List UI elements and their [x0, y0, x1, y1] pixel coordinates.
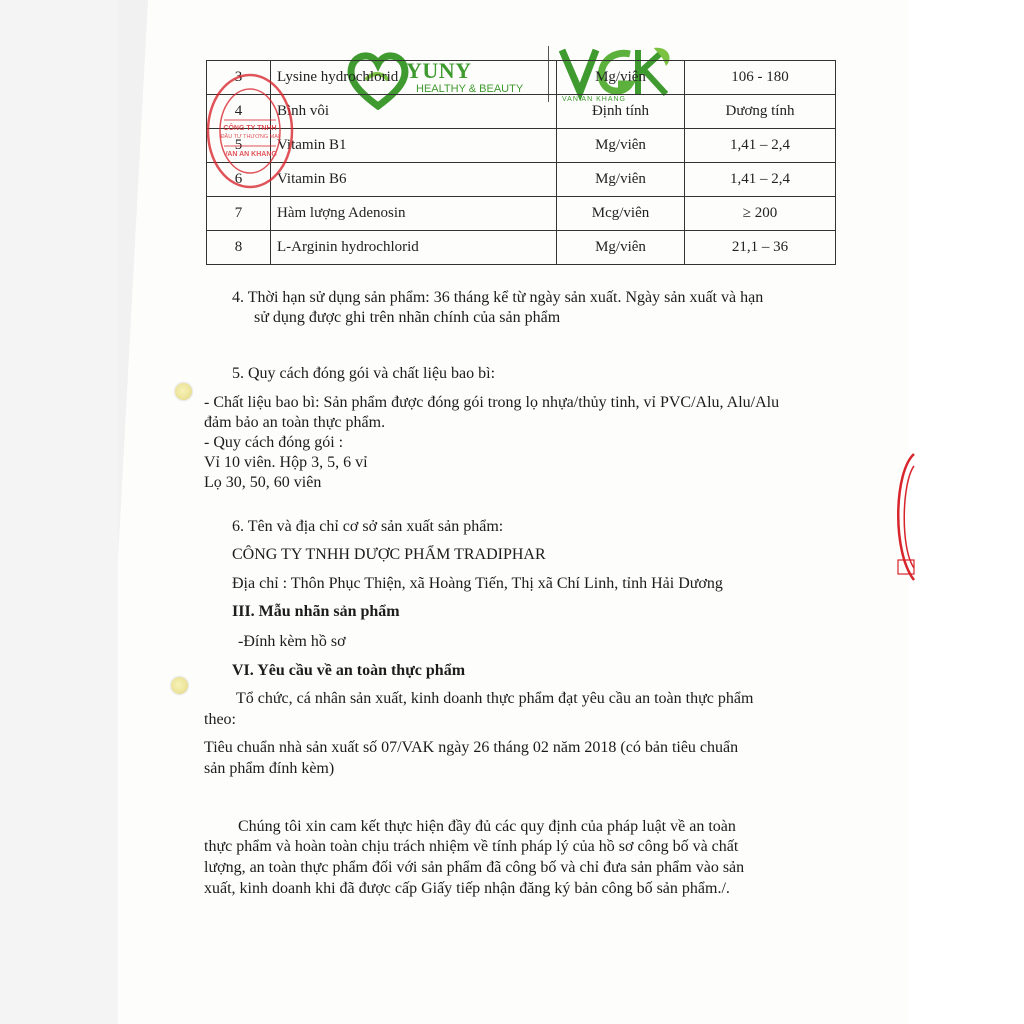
punch-hole-bottom	[171, 677, 188, 694]
limit-value-cell: 1,41 – 2,4	[685, 129, 836, 163]
row-number-cell: 5	[207, 129, 271, 163]
commitment-line-2: thực phẩm và hoàn toàn chịu trách nhiệm về tính pháp lý của hồ sơ công bố và chất	[204, 838, 739, 855]
section-4-line-1: 4. Thời hạn sử dụng sản phẩm: 36 tháng kể từ ngày sản xuất. Ngày sản xuất và hạn	[232, 289, 764, 306]
limit-value-cell: 106 - 180	[685, 61, 836, 95]
criterion-name-cell: L-Arginin hydrochlorid	[271, 231, 557, 265]
manufacturer-address: Địa chỉ : Thôn Phục Thiện, xã Hoàng Tiến, Thị xã Chí Linh, tỉnh Hải Dương	[232, 575, 723, 592]
section-vi-title: VI. Yêu cầu về an toàn thực phẩm	[232, 662, 466, 679]
criterion-name-cell: Bình vôi	[271, 95, 557, 129]
packing-spec-line-1: Vỉ 10 viên. Hộp 3, 5, 6 vỉ	[204, 454, 368, 471]
manufacturer-name: CÔNG TY TNHH DƯỢC PHẨM TRADIPHAR	[232, 546, 546, 563]
unit-cell: Mg/viên	[557, 163, 685, 197]
row-number-cell: 8	[207, 231, 271, 265]
punch-hole-top	[175, 383, 192, 400]
packaging-material-line-1: - Chất liệu bao bì: Sản phẩm được đóng gói trong lọ nhựa/thủy tinh, vỉ PVC/Alu, Alu/Alu	[204, 394, 780, 411]
section-iii-body: -Đính kèm hồ sơ	[238, 633, 346, 650]
commitment-line-3: lượng, an toàn thực phẩm đối với sản phẩm đã công bố và chỉ đưa sản phẩm vào sản	[204, 859, 745, 876]
table-row	[207, 61, 836, 95]
section-vi-line-1: Tổ chức, cá nhân sản xuất, kinh doanh thực phẩm đạt yêu cầu an toàn thực phẩm	[236, 690, 754, 707]
table-row	[207, 163, 836, 197]
limit-value-cell: Dương tính	[685, 95, 836, 129]
limit-value-cell: 21,1 – 36	[685, 231, 836, 265]
unit-cell: Định tính	[557, 95, 685, 129]
svg-text:VAN AN KHANG: VAN AN KHANG	[223, 151, 277, 158]
standard-reference-line-2: sản phẩm đính kèm)	[204, 760, 335, 777]
limit-value-cell: 1,41 – 2,4	[685, 163, 836, 197]
table-row	[207, 95, 836, 129]
section-vi-line-2: theo:	[204, 711, 236, 728]
table-row	[207, 231, 836, 265]
packing-spec-line-2: Lọ 30, 50, 60 viên	[204, 474, 322, 491]
unit-cell: Mg/viên	[557, 61, 685, 95]
unit-cell: Mg/viên	[557, 231, 685, 265]
criterion-name-cell: Hàm lượng Adenosin	[271, 197, 557, 231]
section-5-title: 5. Quy cách đóng gói và chất liệu bao bì:	[232, 365, 496, 382]
spec-table	[206, 60, 836, 265]
criterion-name-cell: Lysine hydrochlorid	[271, 61, 557, 95]
row-number-cell: 6	[207, 163, 271, 197]
paper-fold-shadow	[118, 0, 148, 560]
yuny-tagline: HEALTHY & BEAUTY	[416, 83, 524, 95]
commitment-line-4: xuất, kinh doanh khi đã được cấp Giấy tiếp nhận đăng ký bản công bố sản phẩm./.	[204, 880, 730, 897]
scan-margin-right	[908, 0, 1024, 1024]
svg-text:CÔNG TY TNHH: CÔNG TY TNHH	[223, 125, 277, 132]
unit-cell: Mg/viên	[557, 129, 685, 163]
standard-reference-line-1: Tiêu chuẩn nhà sản xuất số 07/VAK ngày 26 tháng 02 năm 2018 (có bản tiêu chuẩn	[204, 739, 739, 756]
criterion-name-cell: Vitamin B1	[271, 129, 557, 163]
yuny-brand-text: YUNY	[406, 58, 472, 83]
section-iii-title: III. Mẫu nhãn sản phẩm	[232, 603, 400, 620]
section-6-title: 6. Tên và địa chỉ cơ sở sản xuất sản phẩm:	[232, 518, 504, 535]
svg-text:ĐẦU TƯ THƯƠNG MẠI: ĐẦU TƯ THƯƠNG MẠI	[220, 134, 280, 140]
packaging-material-line-2: đảm bảo an toàn thực phẩm.	[204, 414, 386, 431]
vak-logo-text: VAN AN KHANG	[562, 96, 626, 103]
section-4-line-2: sử dụng được ghi trên nhãn chính của sản phẩm	[254, 309, 561, 326]
partial-stamp-right	[890, 452, 916, 582]
row-number-cell: 7	[207, 197, 271, 231]
row-number-cell: 4	[207, 95, 271, 129]
company-stamp	[204, 70, 296, 192]
commitment-line-1: Chúng tôi xin cam kết thực hiện đầy đủ các quy định của pháp luật về an toàn	[238, 818, 736, 835]
scan-margin-left	[0, 0, 118, 1024]
limit-value-cell: ≥ 200	[685, 197, 836, 231]
unit-cell: Mcg/viên	[557, 197, 685, 231]
table-row	[207, 129, 836, 163]
table-row	[207, 197, 836, 231]
criterion-name-cell: Vitamin B6	[271, 163, 557, 197]
packing-spec-title: - Quy cách đóng gói :	[204, 434, 344, 451]
row-number-cell: 3	[207, 61, 271, 95]
